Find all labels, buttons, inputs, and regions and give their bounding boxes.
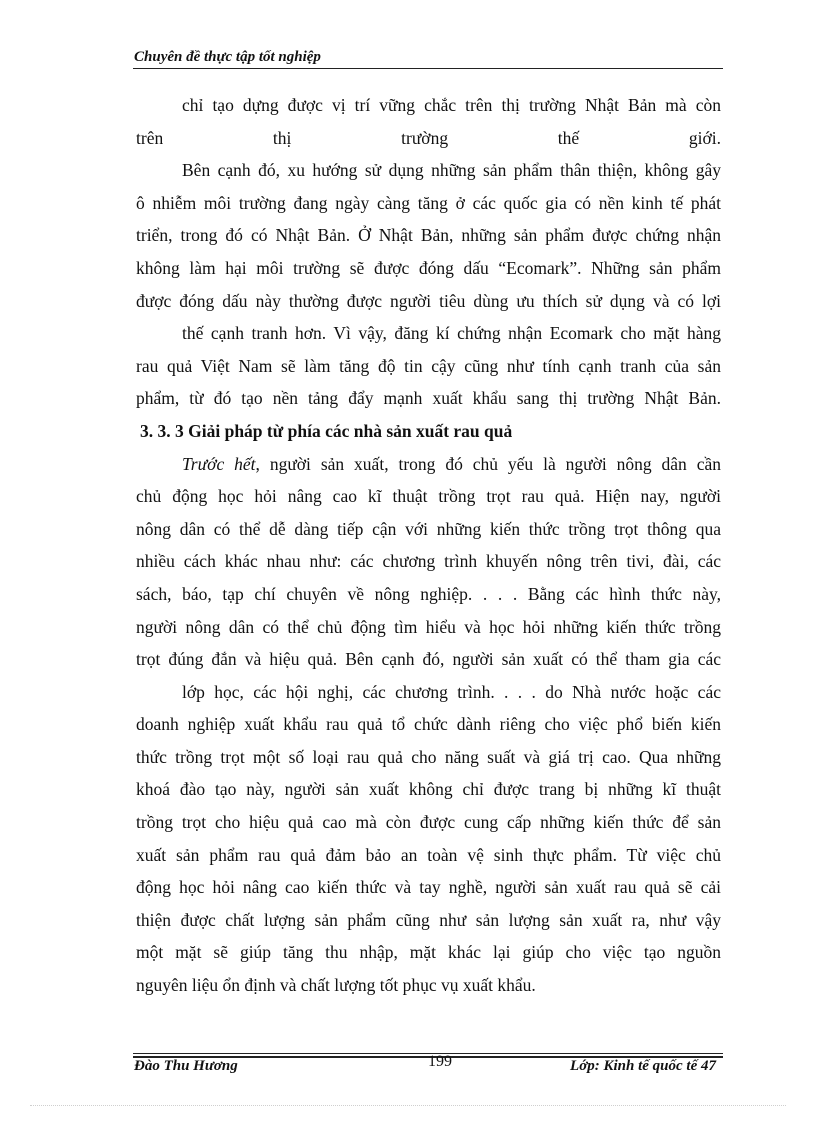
text-line: trên thị trường thế giới. (136, 127, 721, 148)
page-header-title: Chuyên đề thực tập tốt nghiệp (134, 49, 321, 65)
text-line: trồng trọt cho hiệu quả cao mà còn được cung cấp những kiến thức để sản (136, 812, 721, 833)
text-line: không làm hại môi trường sẽ được đóng dấu “Ecomark”. Những sản phẩm (136, 257, 721, 278)
document-body (136, 89, 721, 1002)
text-line: thiện được chất lượng sản phẩm cũng như sản lượng sản xuất ra, như vậy (136, 909, 721, 930)
footer-class-label: Lớp: Kinh tế quốc tế 47 (570, 1058, 716, 1074)
header-rule (133, 68, 723, 69)
text-line: phẩm, từ đó tạo nền tảng đẩy mạnh xuất khẩu sang thị trường Nhật Bản. (136, 388, 721, 409)
text-line: chủ động học hỏi nâng cao kĩ thuật trồng trọt rau quả. Hiện nay, người (136, 486, 721, 507)
text-line: xuất sản phẩm rau quả đảm bảo an toàn vệ sinh thực phẩm. Từ việc chủ (136, 844, 721, 865)
text-line: được đóng dấu này thường được người tiêu dùng ưu thích sử dụng và có lợi (136, 290, 721, 311)
text-line: thức trồng trọt một số loại rau quả cho năng suất và giá trị cao. Qua những (136, 746, 721, 767)
text-line: nguyên liệu ổn định và chất lượng tốt phục vụ xuất khẩu. (136, 975, 536, 996)
page-boundary-dotted-line (30, 1105, 786, 1106)
text-line (136, 448, 721, 481)
text-line: trọt đúng đắn và hiệu quả. Bên cạnh đó, người sản xuất có thể tham gia các (136, 649, 721, 670)
text-line-rest: , người sản xuất, trong đó chủ yếu là người nông dân cần (255, 453, 722, 474)
emphasis-lead: Trước hết (182, 453, 256, 474)
text-line: rau quả Việt Nam sẽ làm tăng độ tin cậy cũng như tính cạnh tranh của sản (136, 355, 721, 376)
text-line: lớp học, các hội nghị, các chương trình. . . . do Nhà nước hoặc các (182, 681, 721, 702)
text-line: sách, báo, tạp chí chuyên về nông nghiệp. . . . Bằng các hình thức này, (136, 583, 721, 604)
text-line: khoá đào tạo này, người sản xuất không chỉ được trang bị những kĩ thuật (136, 779, 721, 800)
text-line: doanh nghiệp xuất khẩu rau quả tổ chức dành riêng cho việc phổ biến kiến (136, 714, 721, 735)
text-line: động học hỏi nâng cao kiến thức và tay nghề, người sản xuất rau quả sẽ cải (136, 877, 721, 898)
text-line: thế cạnh tranh hơn. Vì vậy, đăng kí chứng nhận Ecomark cho mặt hàng (182, 323, 721, 344)
text-line: chỉ tạo dựng được vị trí vững chắc trên thị trường Nhật Bản mà còn (182, 95, 721, 115)
text-line: nông dân có thể dễ dàng tiếp cận với những kiến thức trồng trọt thông qua (136, 518, 721, 539)
text-line: ô nhiễm môi trường đang ngày càng tăng ở các quốc gia có nền kinh tế phát (136, 192, 721, 213)
footer-author: Đào Thu Hương (134, 1058, 238, 1074)
text-line: triển, trong đó có Nhật Bản. Ở Nhật Bản, những sản phẩm được chứng nhận (136, 225, 721, 246)
page-number: 199 (428, 1053, 452, 1070)
text-line: một mặt sẽ giúp tăng thu nhập, mặt khác lại giúp cho việc tạo nguồn (136, 942, 721, 963)
text-line: Bên cạnh đó, xu hướng sử dụng những sản phẩm thân thiện, không gây (182, 160, 721, 181)
section-heading: 3. 3. 3 Giải pháp từ phía các nhà sản xuất rau quả (140, 420, 513, 441)
text-line: người nông dân có thể chủ động tìm hiểu và học hỏi những kiến thức trồng (136, 616, 721, 637)
text-line: nhiều cách khác nhau như: các chương trình khuyến nông trên tivi, đài, các (136, 551, 721, 572)
